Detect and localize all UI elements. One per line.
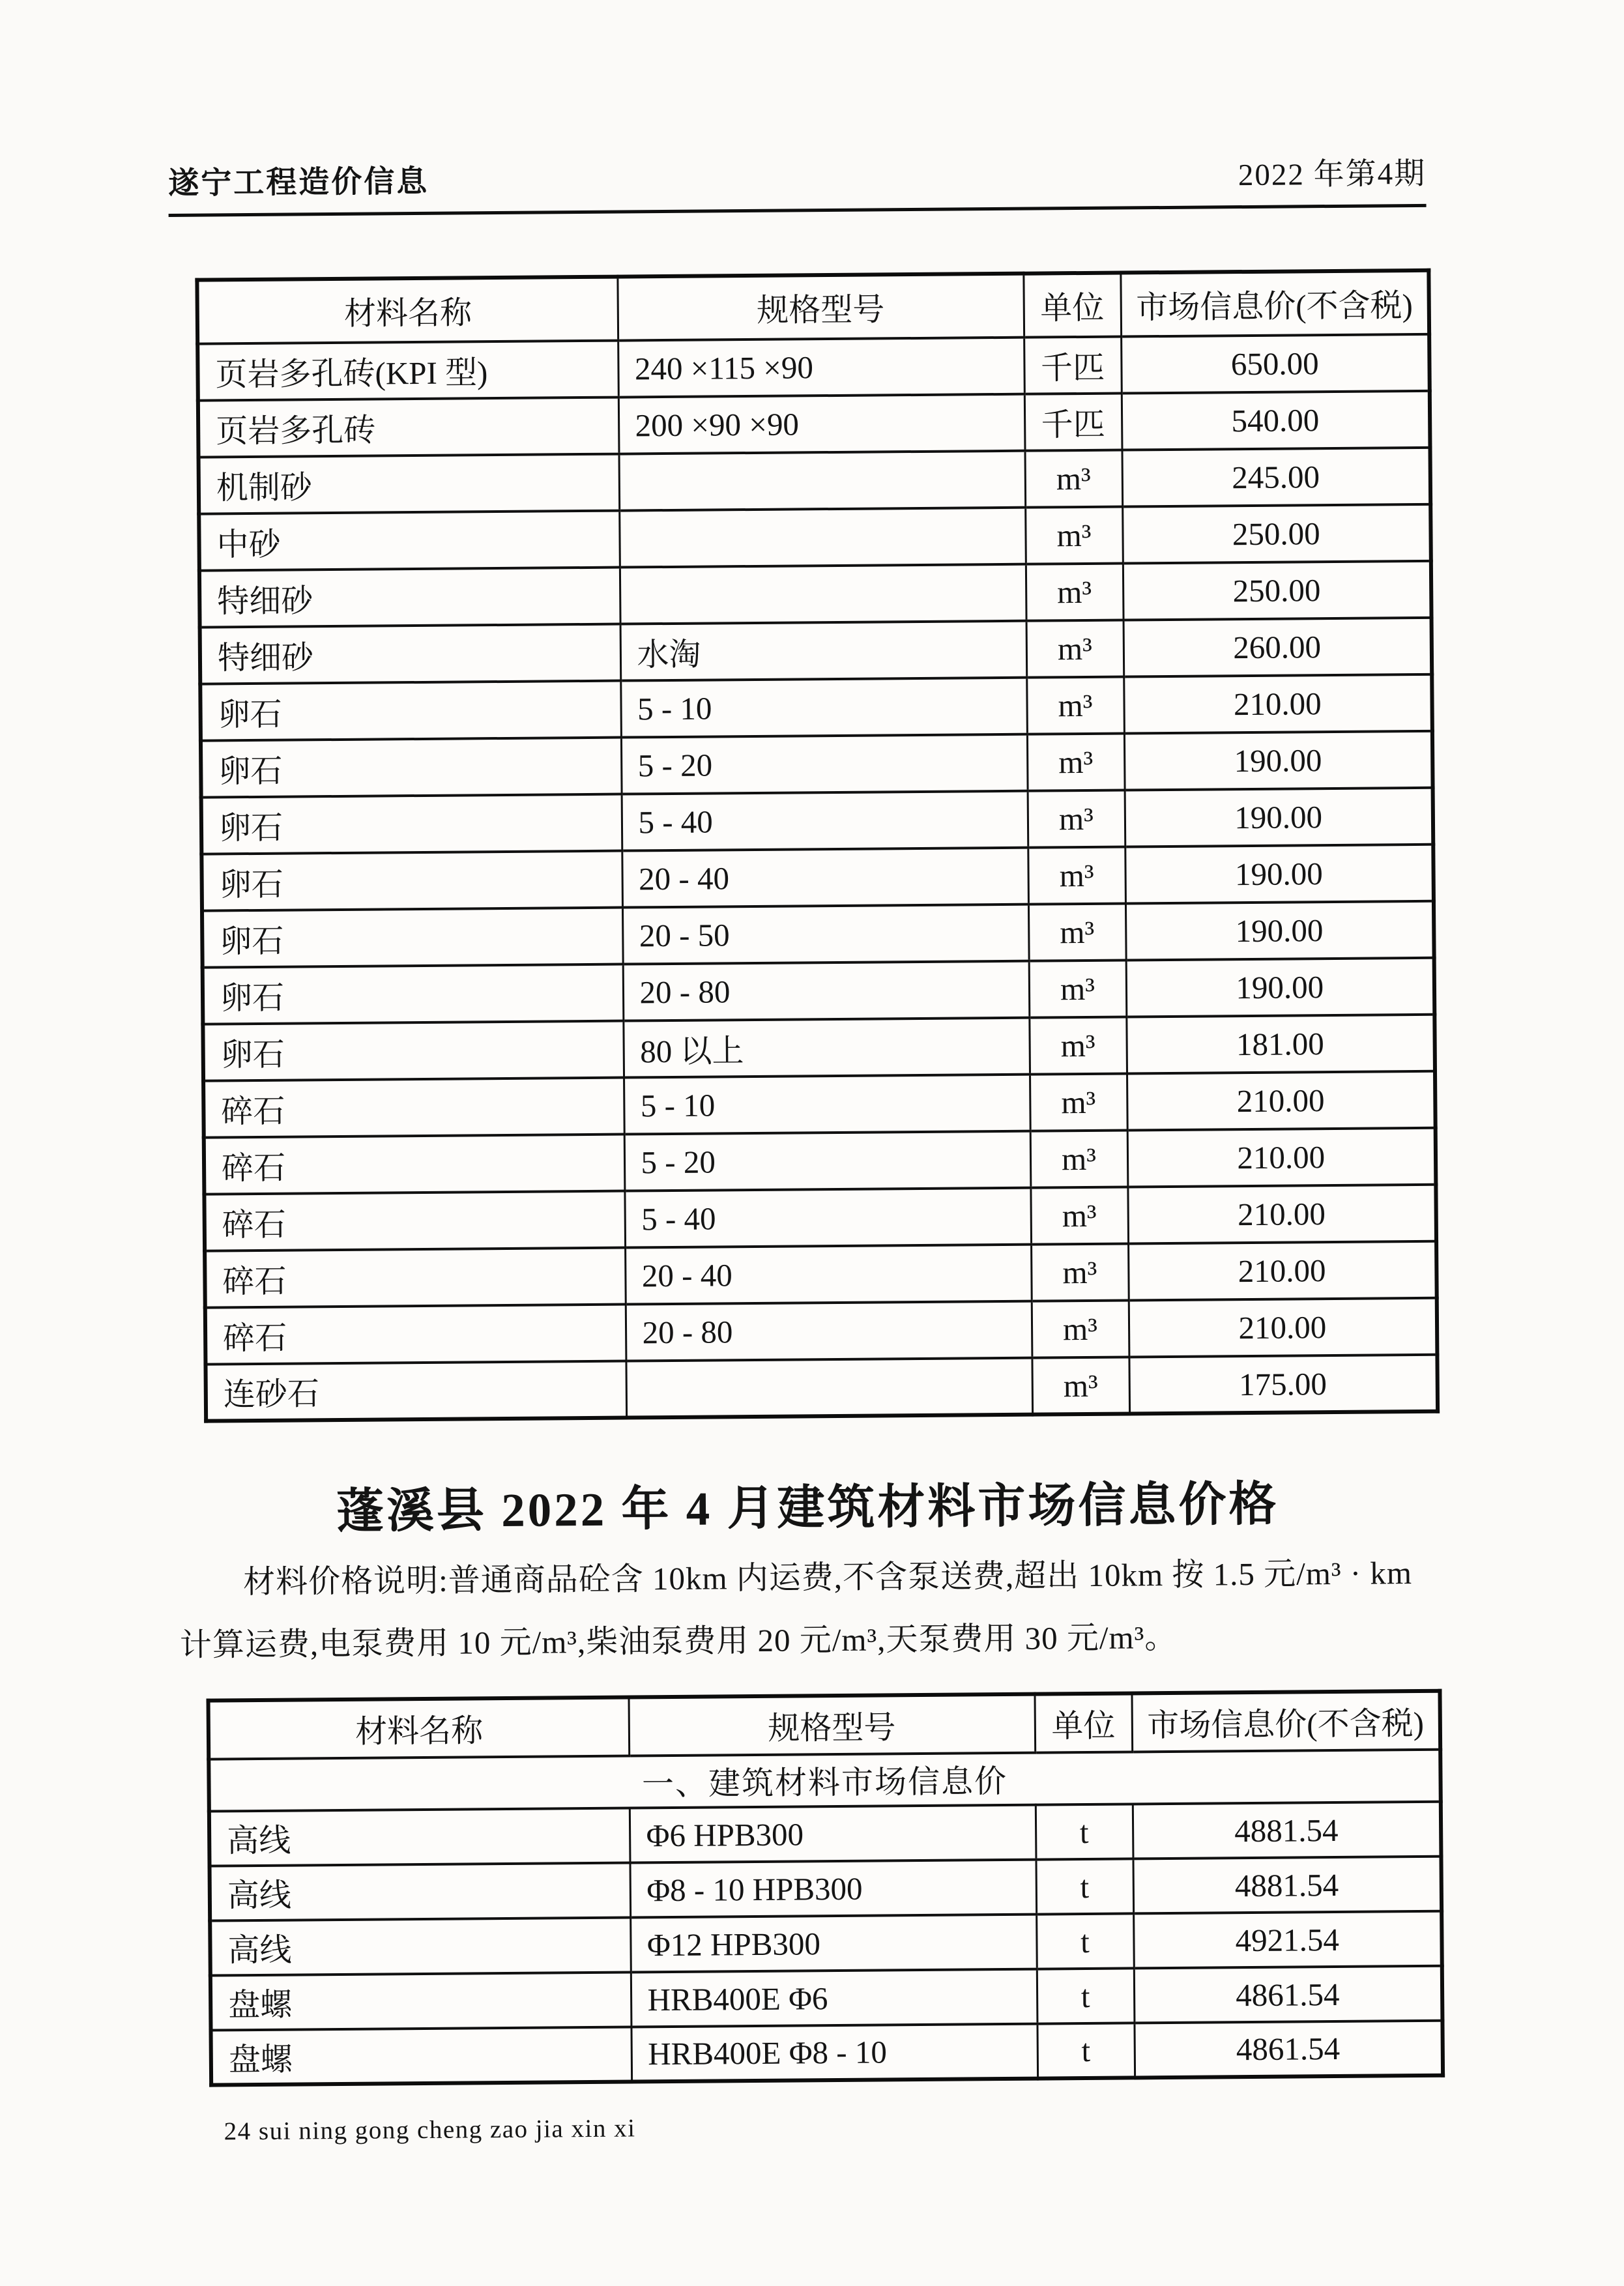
table-row — [205, 1298, 1438, 1365]
cell-price: 540.00 — [1122, 391, 1430, 450]
note-line: 材料价格说明:普通商品砼含 10km 内运费,不含泵送费,超出 10km 按 1.5 元/m³ · km — [242, 1555, 1413, 1600]
cell-spec: 20 - 80 — [626, 1301, 1032, 1361]
table1-body — [197, 334, 1438, 1421]
cell-material: 页岩多孔砖(KPI 型) — [197, 341, 618, 401]
cell-material: 盘螺 — [210, 2027, 631, 2085]
material-price-note — [179, 1542, 1438, 1677]
cell-unit: m³ — [1032, 1300, 1129, 1357]
table-row — [201, 845, 1434, 911]
cell-price: 190.00 — [1125, 845, 1434, 904]
journal-title: 遂宁工程造价信息 — [168, 164, 429, 201]
cell-spec: 5 - 20 — [624, 1131, 1031, 1191]
cell-material: 碎石 — [203, 1078, 624, 1138]
materials-price-table-2 — [206, 1689, 1445, 2087]
cell-unit: m³ — [1030, 1073, 1127, 1131]
table-row — [203, 1015, 1435, 1081]
note-line: 计算运费,电泵费用 10 元/m³,柴油泵费用 20 元/m³,天泵费用 30 元/m³。 — [179, 1619, 1178, 1663]
cell-price: 245.00 — [1122, 448, 1430, 507]
table2-group-header-row — [209, 1750, 1441, 1812]
cell-unit: t — [1037, 1968, 1135, 2023]
table-row — [203, 1071, 1436, 1138]
table2-body — [209, 1750, 1443, 2085]
cell-unit: m³ — [1025, 507, 1123, 564]
table-row — [210, 1857, 1442, 1921]
cell-price: 250.00 — [1122, 504, 1431, 564]
cell-unit: m³ — [1028, 847, 1125, 904]
table1-header-row — [197, 270, 1429, 344]
cell-unit: m³ — [1024, 450, 1122, 508]
cell-spec: 20 - 50 — [622, 904, 1029, 964]
table-row — [200, 618, 1432, 684]
cell-price: 260.00 — [1124, 618, 1432, 677]
cell-material: 页岩多孔砖 — [198, 398, 619, 457]
cell-material: 碎石 — [204, 1191, 625, 1251]
cell-spec: 80 以上 — [623, 1018, 1030, 1078]
table-row — [200, 674, 1432, 741]
cell-material: 高线 — [209, 1808, 630, 1866]
cell-price: 181.00 — [1126, 1015, 1435, 1074]
cell-price: 650.00 — [1121, 334, 1430, 394]
table-row — [210, 1966, 1443, 2031]
cell-price: 4861.54 — [1134, 2021, 1443, 2078]
column-header-price: 市场信息价(不含税) — [1131, 1691, 1440, 1752]
page-content — [168, 154, 1442, 2147]
table-row — [199, 561, 1432, 628]
cell-unit: m³ — [1032, 1357, 1129, 1414]
cell-price: 210.00 — [1129, 1298, 1438, 1357]
cell-material: 碎石 — [205, 1248, 626, 1308]
cell-spec: 5 - 40 — [624, 1188, 1031, 1248]
cell-spec: HRB400E Φ8 - 10 — [631, 2024, 1037, 2082]
table-row — [197, 334, 1430, 401]
cell-material: 高线 — [210, 1863, 631, 1921]
column-header-spec: 规格型号 — [617, 274, 1024, 341]
cell-spec: 240 ×115 ×90 — [618, 338, 1024, 398]
table-row — [202, 901, 1434, 968]
cell-price: 210.00 — [1124, 674, 1432, 734]
cell-material: 机制砂 — [199, 454, 620, 514]
cell-material: 卵石 — [200, 681, 621, 741]
column-header-material: 材料名称 — [209, 1698, 630, 1759]
cell-material: 碎石 — [204, 1135, 625, 1194]
cell-material: 卵石 — [202, 908, 623, 968]
table-row — [205, 1241, 1437, 1308]
cell-material: 卵石 — [201, 851, 622, 911]
cell-spec: 5 - 10 — [620, 678, 1027, 738]
cell-price: 4881.54 — [1133, 1802, 1442, 1859]
cell-material: 碎石 — [205, 1305, 626, 1365]
cell-unit: m³ — [1029, 1017, 1127, 1074]
table-row — [198, 391, 1430, 457]
materials-price-table-1 — [195, 268, 1440, 1423]
cell-price: 190.00 — [1126, 958, 1435, 1017]
table-row — [209, 1802, 1442, 1866]
cell-price: 4921.54 — [1133, 1911, 1442, 1969]
table-row — [199, 448, 1431, 514]
table-row — [205, 1355, 1438, 1421]
cell-spec: 水淘 — [620, 621, 1027, 681]
cell-material: 高线 — [210, 1918, 631, 1976]
table-row — [199, 504, 1431, 571]
cell-spec — [619, 508, 1026, 568]
cell-unit: m³ — [1026, 620, 1124, 678]
cell-material: 卵石 — [201, 738, 622, 798]
cell-material: 卵石 — [203, 1021, 624, 1081]
cell-spec: 200 ×90 ×90 — [618, 394, 1025, 454]
cell-material: 中砂 — [199, 511, 620, 571]
cell-spec: 20 - 40 — [622, 848, 1028, 908]
header-rule — [169, 204, 1427, 217]
column-header-unit: 单位 — [1034, 1693, 1132, 1752]
cell-price: 210.00 — [1128, 1241, 1437, 1301]
cell-unit: t — [1036, 1913, 1134, 1969]
column-header-unit: 单位 — [1023, 273, 1121, 338]
cell-unit: m³ — [1030, 1130, 1128, 1187]
page-footer: 24 sui ning gong cheng zao jia xin xi — [224, 2114, 636, 2146]
cell-spec: Φ6 HPB300 — [630, 1805, 1036, 1863]
cell-material: 连砂石 — [205, 1361, 626, 1421]
cell-price: 190.00 — [1125, 901, 1434, 961]
cell-price: 250.00 — [1123, 561, 1432, 620]
cell-material: 卵石 — [203, 964, 624, 1024]
cell-spec — [626, 1358, 1032, 1418]
cell-material: 卵石 — [201, 794, 622, 854]
table2-header-row — [209, 1691, 1441, 1759]
cell-price: 190.00 — [1125, 788, 1434, 847]
cell-spec: 5 - 40 — [622, 791, 1028, 851]
cell-unit: m³ — [1027, 734, 1125, 791]
cell-unit: m³ — [1028, 903, 1126, 961]
table-row — [203, 958, 1435, 1024]
group-header-cell: 一、建筑材料市场信息价 — [209, 1750, 1441, 1812]
cell-unit: 千匹 — [1024, 337, 1122, 394]
table-row — [210, 2021, 1443, 2085]
cell-price: 190.00 — [1124, 731, 1433, 790]
table-row — [204, 1128, 1436, 1194]
cell-material: 特细砂 — [200, 624, 621, 684]
section-title: 蓬溪县 2022 年 4 月建筑材料市场信息价格 — [336, 1477, 1279, 1539]
cell-price: 210.00 — [1127, 1185, 1436, 1244]
cell-spec — [619, 451, 1026, 511]
table-row — [210, 1911, 1442, 1976]
cell-unit: m³ — [1029, 960, 1127, 1017]
cell-spec: Φ12 HPB300 — [630, 1915, 1037, 1973]
cell-unit: 千匹 — [1024, 394, 1122, 451]
cell-spec: 20 - 80 — [623, 961, 1030, 1021]
table-row — [204, 1185, 1436, 1251]
cell-material: 盘螺 — [210, 1973, 631, 2031]
cell-unit: t — [1036, 1859, 1133, 1914]
cell-price: 210.00 — [1127, 1128, 1436, 1187]
cell-unit: m³ — [1026, 677, 1124, 734]
cell-spec: HRB400E Φ6 — [631, 1969, 1037, 2027]
cell-unit: t — [1036, 1804, 1133, 1859]
cell-price: 210.00 — [1127, 1071, 1436, 1131]
cell-unit: m³ — [1026, 564, 1124, 621]
column-header-material: 材料名称 — [197, 277, 618, 344]
page-header — [168, 154, 1426, 203]
cell-material: 特细砂 — [199, 568, 620, 628]
cell-unit: m³ — [1028, 790, 1125, 848]
cell-unit: t — [1037, 2023, 1135, 2078]
cell-spec: 5 - 10 — [624, 1075, 1030, 1135]
cell-spec: Φ8 - 10 HPB300 — [630, 1860, 1036, 1918]
cell-unit: m³ — [1031, 1243, 1129, 1301]
cell-spec: 20 - 40 — [625, 1245, 1032, 1305]
cell-price: 4861.54 — [1134, 1966, 1443, 2023]
cell-spec: 5 - 20 — [621, 734, 1028, 794]
cell-unit: m³ — [1030, 1187, 1128, 1244]
column-header-spec: 规格型号 — [628, 1694, 1035, 1756]
table-row — [201, 731, 1433, 798]
cell-spec — [620, 564, 1026, 624]
cell-price: 175.00 — [1129, 1355, 1438, 1414]
cell-price: 4881.54 — [1133, 1857, 1442, 1914]
issue-label: 2022 年第4期 — [1238, 156, 1427, 193]
table-row — [201, 788, 1434, 854]
column-header-price: 市场信息价(不含税) — [1120, 270, 1429, 337]
